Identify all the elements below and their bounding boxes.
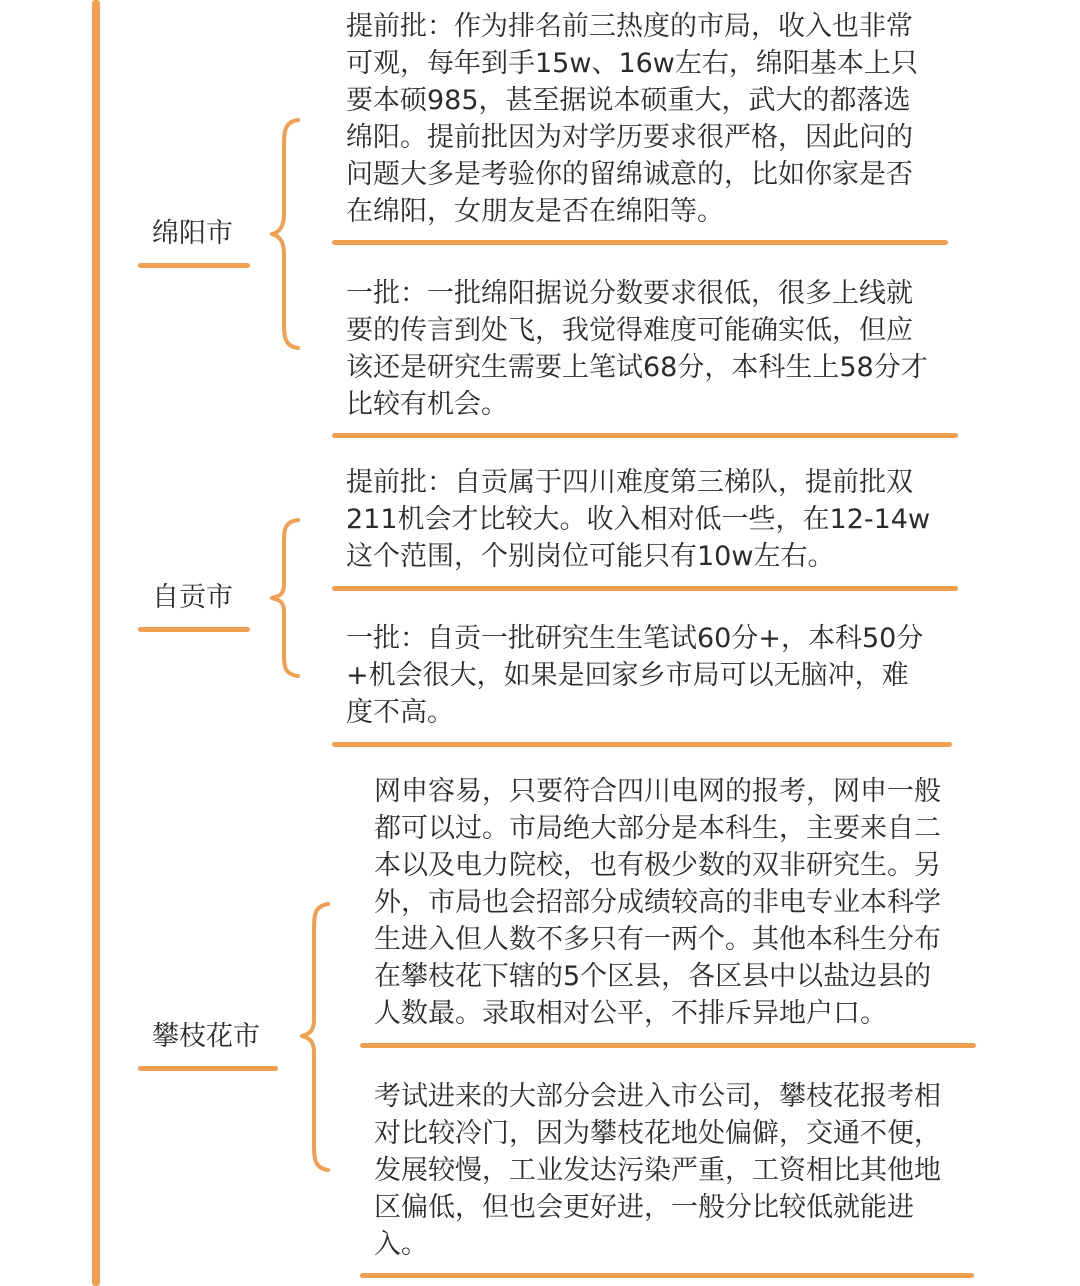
entry-divider <box>332 742 952 747</box>
entry-divider <box>332 586 958 591</box>
brace-zigong <box>268 518 304 678</box>
entry-mianyang-first-batch: 一批：一批绵阳据说分数要求很低，很多上线就 要的传言到处飞，我觉得难度可能确实低，但应 该还是研究生需要上笔试68分，本科生上58分才 比较有机会。 <box>346 278 928 420</box>
entry-panzhihua-exam: 考试进来的大部分会进入市公司，攀枝花报考相 对比较冷门，因为攀枝花地处偏僻，交通不便， 发展较慢，工业发达污染严重，工资相比其他地 区偏低，但也会更好进，一般分比较低就能进 入。 <box>374 1081 941 1260</box>
entry-divider <box>332 240 948 245</box>
timeline-spine <box>92 0 100 1286</box>
city-label-mianyang: 绵阳市 <box>152 218 233 249</box>
city-underline <box>138 627 250 632</box>
city-label-zigong: 自贡市 <box>152 582 233 613</box>
city-underline <box>138 1066 278 1071</box>
entry-panzhihua-application: 网申容易，只要符合四川电网的报考，网申一般 都可以过。市局绝大部分是本科生，主要来自二 本以及电力院校，也有极少数的双非研究生。另 外，市局也会招部分成绩较高的非电专业本科学 生进入但人数不多只有一两个。其他本科生分布 在攀枝花下辖的5个区县，各区县中以盐边县的 人数最。录取相对公平，不排斥异地户口。 <box>374 776 941 1029</box>
entry-zigong-early-batch: 提前批：自贡属于四川难度第三梯队，提前批双 211机会才比较大。收入相对低一些，在12-14w 这个范围，个别岗位可能只有10w左右。 <box>346 467 931 572</box>
entry-mianyang-early-batch: 提前批：作为排名前三热度的市局，收入也非常 可观，每年到手15w、16w左右，绵阳基本上只 要本硕985，甚至据说本硕重大，武大的都落选 绵阳。提前批因为对学历要求很严格，因此问的 问题大多是考验你的留绵诚意的，比如你家是否 在绵阳，女朋友是否在绵阳等。 <box>346 11 918 227</box>
entry-zigong-first-batch: 一批：自贡一批研究生生笔试60分+，本科50分 +机会很大，如果是回家乡市局可以无脑冲，难 度不高。 <box>346 623 924 728</box>
city-label-panzhihua: 攀枝花市 <box>152 1021 260 1052</box>
brace-mianyang <box>268 118 304 350</box>
entry-divider <box>360 1273 974 1278</box>
brace-panzhihua <box>298 902 334 1172</box>
entry-divider <box>332 433 958 438</box>
entry-divider <box>360 1043 976 1048</box>
city-underline <box>138 263 250 268</box>
